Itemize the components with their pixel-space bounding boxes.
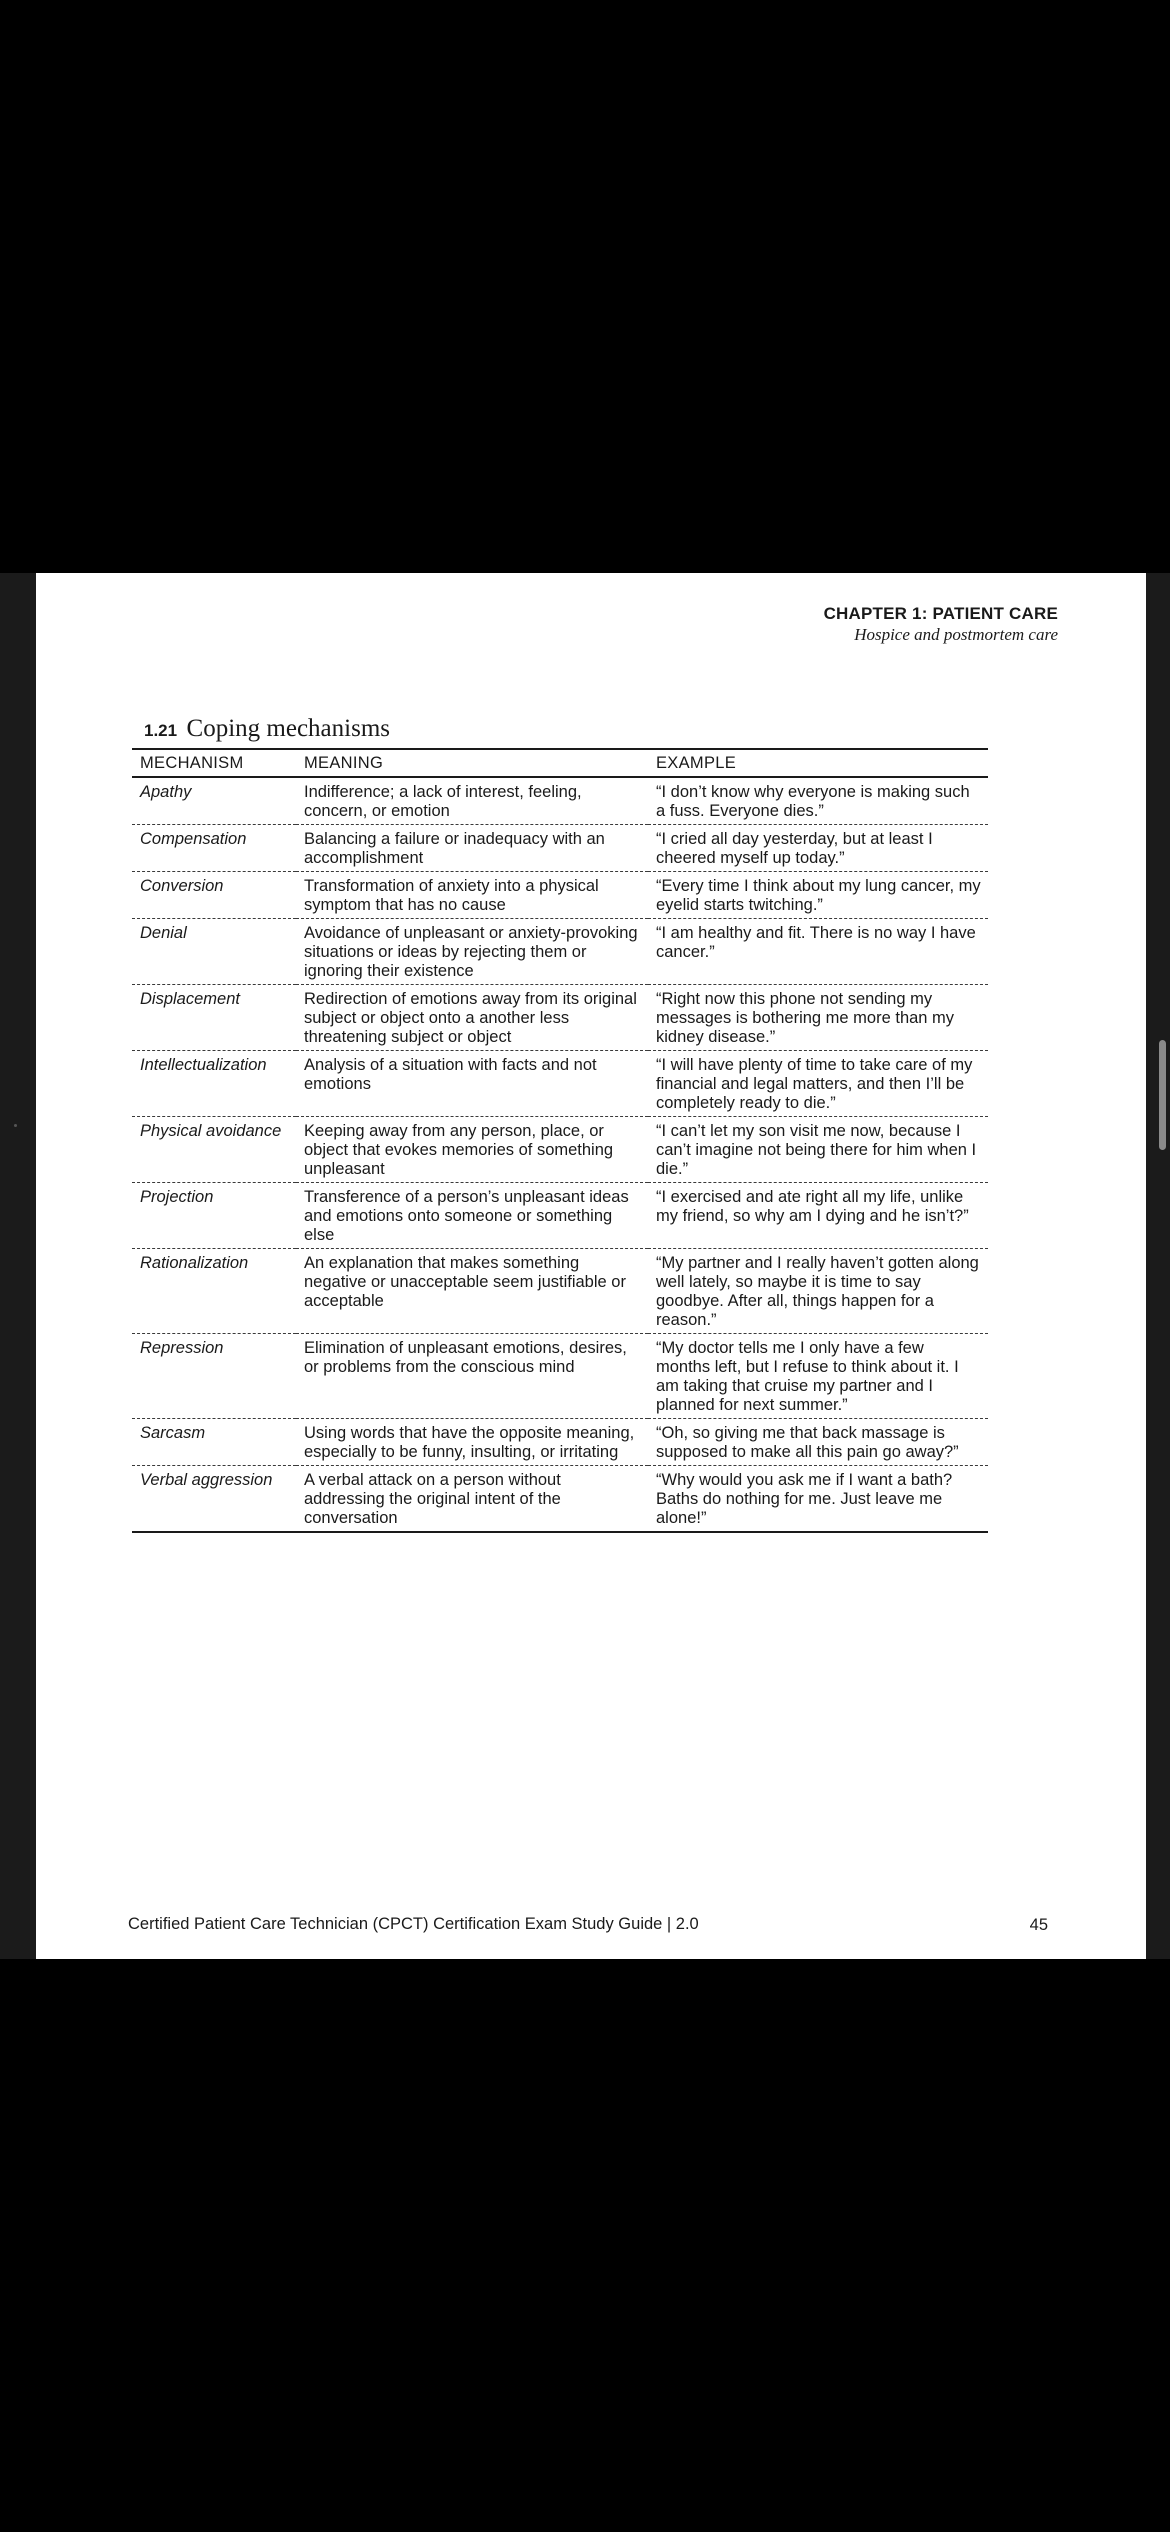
- example-cell: “I exercised and ate right all my life, unlike my friend, so why am I dying and he isn’t?”: [648, 1183, 988, 1249]
- page-footer: Certified Patient Care Technician (CPCT) Certification Exam Study Guide | 2.0: [128, 1915, 699, 1933]
- mechanism-cell: Denial: [132, 919, 296, 985]
- mechanism-cell: Sarcasm: [132, 1419, 296, 1466]
- meaning-cell: Indifference; a lack of interest, feeling, concern, or emotion: [296, 777, 648, 825]
- right-page-gutter: [1146, 573, 1170, 1959]
- table-row: [132, 919, 988, 985]
- table-row: [132, 1334, 988, 1419]
- example-cell: “I cried all day yesterday, but at least I cheered myself up today.”: [648, 825, 988, 872]
- coping-mechanisms-table: [132, 748, 988, 1533]
- chapter-subtitle: Hospice and postmortem care: [854, 625, 1058, 644]
- table-row: [132, 1117, 988, 1183]
- table-row: [132, 825, 988, 872]
- meaning-cell: Transformation of anxiety into a physical symptom that has no cause: [296, 872, 648, 919]
- left-page-gutter: [0, 573, 36, 1959]
- table-row: [132, 1051, 988, 1117]
- table-row: [132, 1466, 988, 1533]
- chapter-header: [824, 603, 1058, 645]
- column-header-meaning: MEANING: [296, 749, 648, 777]
- meaning-cell: Analysis of a situation with facts and not emotions: [296, 1051, 648, 1117]
- mechanism-cell: Displacement: [132, 985, 296, 1051]
- table-row: [132, 777, 988, 825]
- section-title: Coping mechanisms: [186, 715, 391, 742]
- document-page: [36, 573, 1146, 1959]
- table-row: [132, 1183, 988, 1249]
- example-cell: “I don’t know why everyone is making such a fuss. Everyone dies.”: [648, 777, 988, 825]
- mechanism-cell: Conversion: [132, 872, 296, 919]
- meaning-cell: Keeping away from any person, place, or object that evokes memories of something unpleasant: [296, 1117, 648, 1183]
- meaning-cell: Avoidance of unpleasant or anxiety-provoking situations or ideas by rejecting them or ignoring their existence: [296, 919, 648, 985]
- example-cell: “I am healthy and fit. There is no way I have cancer.”: [648, 919, 988, 985]
- meaning-cell: Transference of a person’s unpleasant ideas and emotions onto someone or something else: [296, 1183, 648, 1249]
- mechanism-cell: Repression: [132, 1334, 296, 1419]
- mechanism-cell: Rationalization: [132, 1249, 296, 1334]
- column-header-mechanism: MECHANISM: [132, 749, 296, 777]
- example-cell: “Right now this phone not sending my messages is bothering me more than my kidney disease.”: [648, 985, 988, 1051]
- example-cell: “My partner and I really haven’t gotten along well lately, so maybe it is time to say goodbye. After all, things happen for a reason.”: [648, 1249, 988, 1334]
- mechanism-cell: Projection: [132, 1183, 296, 1249]
- example-cell: “Oh, so giving me that back massage is supposed to make all this pain go away?”: [648, 1419, 988, 1466]
- example-cell: “Why would you ask me if I want a bath? Baths do nothing for me. Just leave me alone!”: [648, 1466, 988, 1533]
- column-header-example: EXAMPLE: [648, 749, 988, 777]
- scan-speck: [14, 1124, 17, 1127]
- table-header-row: [132, 749, 988, 777]
- meaning-cell: A verbal attack on a person without addressing the original intent of the conversation: [296, 1466, 648, 1533]
- scrollbar-thumb[interactable]: [1159, 1040, 1166, 1150]
- example-cell: “Every time I think about my lung cancer, my eyelid starts twitching.”: [648, 872, 988, 919]
- mechanism-cell: Physical avoidance: [132, 1117, 296, 1183]
- chapter-title: CHAPTER 1: PATIENT CARE: [823, 604, 1058, 623]
- mechanism-cell: Compensation: [132, 825, 296, 872]
- example-cell: “My doctor tells me I only have a few months left, but I refuse to think about it. I am taking that cruise my partner and I planned for next summer.”: [648, 1334, 988, 1419]
- mechanism-cell: Verbal aggression: [132, 1466, 296, 1533]
- mechanism-cell: Apathy: [132, 777, 296, 825]
- section-heading: [144, 715, 390, 743]
- meaning-cell: Using words that have the opposite meaning, especially to be funny, insulting, or irritating: [296, 1419, 648, 1466]
- table-row: [132, 1419, 988, 1466]
- example-cell: “I will have plenty of time to take care of my financial and legal matters, and then I’ll be completely ready to die.”: [648, 1051, 988, 1117]
- table-row: [132, 1249, 988, 1334]
- meaning-cell: Balancing a failure or inadequacy with an accomplishment: [296, 825, 648, 872]
- table-row: [132, 872, 988, 919]
- meaning-cell: Elimination of unpleasant emotions, desires, or problems from the conscious mind: [296, 1334, 648, 1419]
- section-number: 1.21: [144, 721, 178, 740]
- page-number: 45: [1029, 1916, 1048, 1934]
- example-cell: “I can’t let my son visit me now, because I can’t imagine not being there for him when I die.”: [648, 1117, 988, 1183]
- table-row: [132, 985, 988, 1051]
- mechanism-cell: Intellectualization: [132, 1051, 296, 1117]
- meaning-cell: An explanation that makes something negative or unacceptable seem justifiable or acceptable: [296, 1249, 648, 1334]
- meaning-cell: Redirection of emotions away from its original subject or object onto a another less threatening subject or object: [296, 985, 648, 1051]
